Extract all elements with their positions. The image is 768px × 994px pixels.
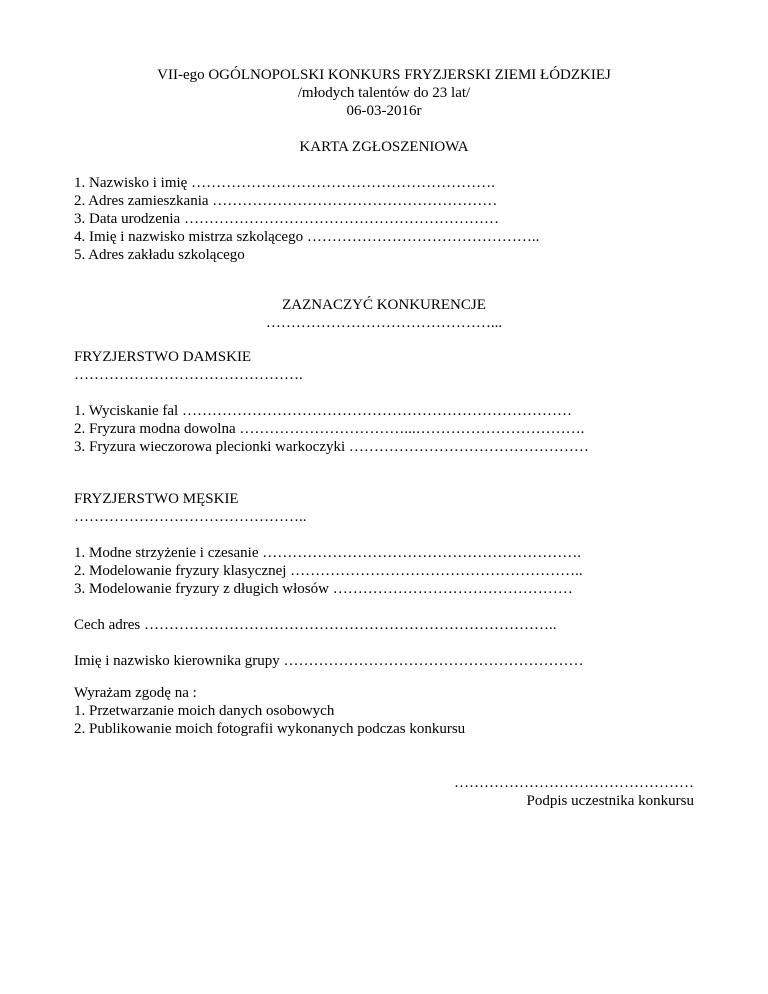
competitions-heading: ZAZNACZYĆ KONKURENCJE	[282, 297, 486, 313]
contest-date: 06-03-2016r	[346, 103, 422, 119]
men-item-1[interactable]: 1. Modne strzyżenie i czesanie ……………………………………………………….	[74, 545, 582, 561]
contest-title: VII-ego OGÓLNOPOLSKI KONKURS FRYZJERSKI ZIEMI ŁÓDZKIEJ	[157, 67, 611, 83]
women-item-1[interactable]: 1. Wyciskanie fal ……………………………………………………………………	[74, 403, 572, 419]
men-item-2[interactable]: 2. Modelowanie fryzury klasycznej …………………………………………………..	[74, 563, 583, 579]
women-item-2[interactable]: 2. Fryzura modna dowolna ……………………………...…………………………….	[74, 421, 585, 437]
field-address[interactable]: 2. Adres zamieszkania …………………………………………………	[74, 193, 498, 209]
women-heading: FRYZJERSTWO DAMSKIE	[74, 349, 252, 365]
consent-heading: Wyrażam zgodę na :	[74, 685, 197, 701]
field-name[interactable]: 1. Nazwisko i imię …………………………………………………….	[74, 175, 495, 191]
field-master-name[interactable]: 4. Imię i nazwisko mistrza szkolącego ………………………………………..	[74, 229, 540, 245]
signature-line[interactable]: …………………………………………	[454, 775, 694, 791]
field-birth-date[interactable]: 3. Data urodzenia ………………………………………………………	[74, 211, 499, 227]
women-dots[interactable]: ……………………………………….	[74, 367, 303, 383]
consent-item-2: 2. Publikowanie moich fotografii wykonanych podczas konkursu	[74, 721, 466, 737]
field-school-address[interactable]: 5. Adres zakładu szkolącego	[74, 247, 245, 263]
group-leader-field[interactable]: Imię i nazwisko kierownika grupy ……………………………………………………	[74, 653, 584, 669]
women-item-3[interactable]: 3. Fryzura wieczorowa plecionki warkoczyki …………………………………………	[74, 439, 589, 455]
men-item-3[interactable]: 3. Modelowanie fryzury z długich włosów …………………………………………	[74, 581, 573, 597]
form-title: KARTA ZGŁOSZENIOWA	[299, 139, 469, 155]
guild-address-field[interactable]: Cech adres ………………………………………………………………………..	[74, 617, 557, 633]
men-heading: FRYZJERSTWO MĘSKIE	[74, 491, 239, 507]
contest-subtitle: /młodych talentów do 23 lat/	[297, 85, 471, 101]
consent-item-1: 1. Przetwarzanie moich danych osobowych	[74, 703, 335, 719]
competitions-dots[interactable]: ………………………………………...	[265, 315, 503, 331]
men-dots[interactable]: ………………………………………..	[74, 509, 307, 525]
signature-label: Podpis uczestnika konkursu	[526, 793, 694, 809]
